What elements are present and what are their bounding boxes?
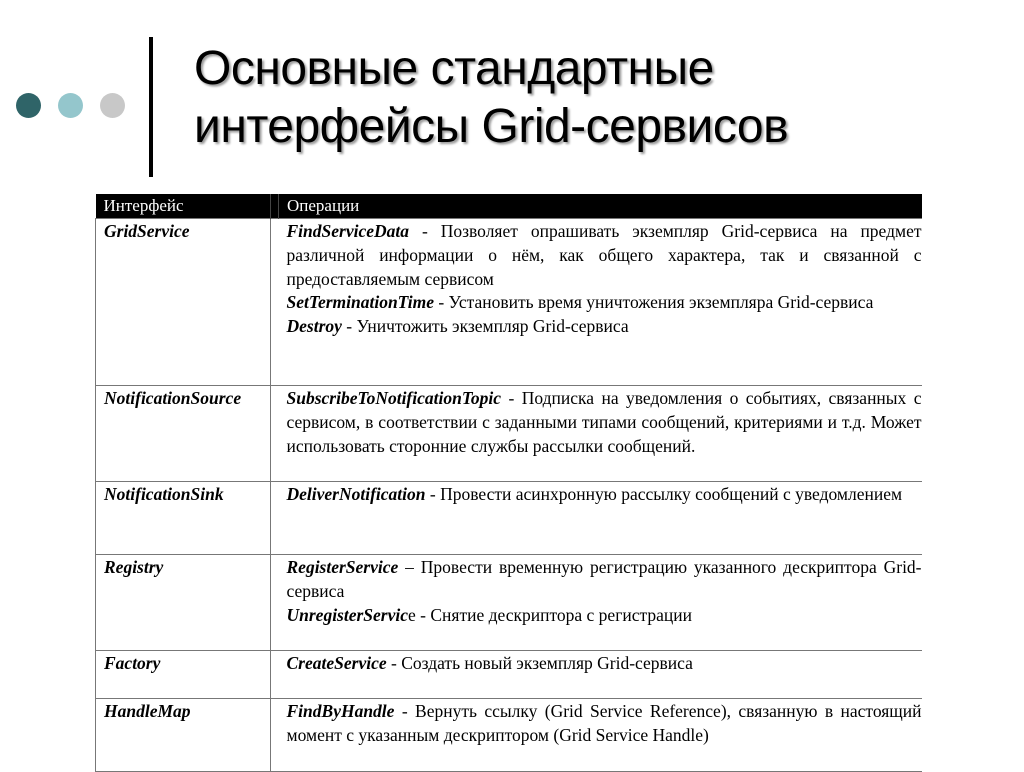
table-row xyxy=(96,482,922,555)
operation-name: UnregisterServic xyxy=(286,604,409,625)
interface-name: NotificationSink xyxy=(96,482,271,555)
operation-entry xyxy=(287,556,922,604)
operation-entry xyxy=(287,604,922,628)
operation-separator: - xyxy=(433,292,449,313)
table-header-row xyxy=(96,194,922,219)
column-separator xyxy=(271,699,279,772)
operations-cell xyxy=(279,482,922,555)
operation-separator: - xyxy=(501,388,522,408)
operation-separator: - xyxy=(409,221,441,241)
operation-name: RegisterService xyxy=(286,557,399,577)
operation-name: FindByHandle xyxy=(286,701,395,721)
interface-name: HandleMap xyxy=(96,699,271,772)
operation-description: Вернуть ссылку (Grid Service Reference), связанную в настоящий момент с указанным дескриптором (Grid Service Handle) xyxy=(286,701,922,745)
column-separator xyxy=(271,482,279,555)
decorative-dots xyxy=(16,93,125,119)
table-row xyxy=(96,699,922,772)
operation-description: Провести временную регистрацию указанного дескриптора Grid-сервиса xyxy=(286,557,922,601)
operations-cell xyxy=(279,386,922,482)
operation-separator: - xyxy=(386,653,402,673)
header-operations: Операции xyxy=(279,194,922,219)
operation-entry xyxy=(287,315,922,339)
operation-entry xyxy=(287,483,922,507)
dot-gray-icon xyxy=(100,93,125,118)
interfaces-table xyxy=(95,194,922,772)
dot-dark-icon xyxy=(16,93,41,118)
table-body xyxy=(96,219,922,772)
slide-title-line1: Основные стандартные xyxy=(194,42,714,95)
dot-teal-icon xyxy=(58,93,83,118)
header-interface: Интерфейс xyxy=(96,194,271,219)
operation-entry xyxy=(287,291,922,315)
operation-entry xyxy=(287,387,922,458)
operations-cell xyxy=(279,651,922,699)
column-separator xyxy=(271,651,279,699)
table-row xyxy=(96,386,922,482)
table-row xyxy=(96,555,922,651)
operation-separator: – xyxy=(398,557,421,577)
operation-description: е - Снятие дескриптора с регистрации xyxy=(408,604,692,625)
operation-description: Установить время уничтожения экземпляра Grid-сервиса xyxy=(448,292,874,313)
header-separator xyxy=(271,194,279,219)
operation-entry xyxy=(287,652,922,676)
operation-description: Уничтожить экземпляр Grid-сервиса xyxy=(356,316,629,337)
interface-name: GridService xyxy=(96,219,271,386)
operations-cell xyxy=(279,219,922,386)
operation-name: DeliverNotification xyxy=(286,484,426,504)
operation-separator: - xyxy=(425,484,441,504)
operation-name: Destroy xyxy=(286,316,342,337)
operation-name: SetTerminationTime xyxy=(286,292,434,313)
operation-separator: - xyxy=(341,316,357,337)
interface-name: Factory xyxy=(96,651,271,699)
operation-description: Позволяет опрашивать экземпляр Grid-сервиса на предмет различной информации о нём, как общего характера, так и связанной с предоставляемым сервисом xyxy=(286,221,922,289)
operation-separator: - xyxy=(394,701,416,721)
operation-name: CreateService xyxy=(286,653,387,673)
operations-cell xyxy=(279,699,922,772)
operation-name: SubscribeToNotificationTopic xyxy=(286,388,502,408)
slide-title-line2: интерфейсы Grid-сервисов xyxy=(194,100,789,153)
table-row xyxy=(96,219,922,386)
slide-title xyxy=(194,40,994,156)
operation-entry xyxy=(287,700,922,748)
operation-description: Создать новый экземпляр Grid-сервиса xyxy=(401,653,693,673)
operation-entry xyxy=(287,220,922,291)
column-separator xyxy=(271,219,279,386)
interface-name: Registry xyxy=(96,555,271,651)
operation-name: FindServiceData xyxy=(286,221,409,241)
column-separator xyxy=(271,555,279,651)
operation-description: Провести асинхронную рассылку сообщений с уведомлением xyxy=(440,484,903,504)
operations-cell xyxy=(279,555,922,651)
table-row xyxy=(96,651,922,699)
interface-name: NotificationSource xyxy=(96,386,271,482)
column-separator xyxy=(271,386,279,482)
title-divider xyxy=(149,37,153,177)
operation-description: Подписка на уведомления о событиях, связанных с сервисом, в соответствии с заданными типами сообщений, критериями и т.д. Может использовать сторонние службы рассылки сообщений. xyxy=(286,388,922,456)
